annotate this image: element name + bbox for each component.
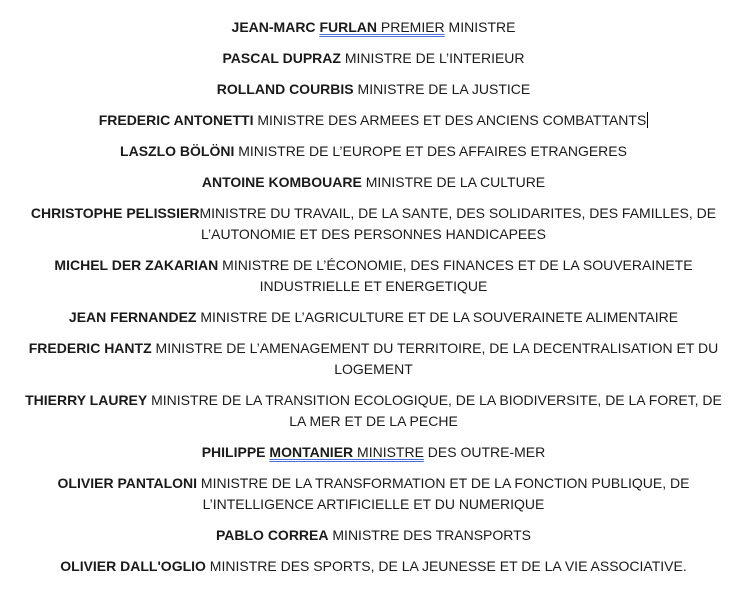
minister-name: ANTOINE KOMBOUARE xyxy=(201,174,362,190)
minister-name: PHILIPPE MONTANIER xyxy=(201,444,358,460)
minister-name: JEAN-MARC FURLAN xyxy=(231,19,381,35)
minister-role: DES OUTRE-MER xyxy=(423,444,546,460)
minister-name: THIERRY LAUREY xyxy=(25,392,148,408)
minister-role: MINISTRE DE LA TRANSFORMATION ET DE LA FONCTION PUBLIQUE, DE L’INTELLIGENCE ARTIFICIELLE ET DU NUMERIQUE xyxy=(197,475,690,512)
minister-entry[interactable] xyxy=(18,172,729,193)
minister-name: LASZLO BÖLÖNI xyxy=(120,143,235,159)
minister-role: MINISTRE DU TRAVAIL, DE LA SANTE, DES SOLIDARITES, DES FAMILLES, DE L’AUTONOMIE ET DES PERSONNES HANDICAPEES xyxy=(199,205,717,242)
minister-role: MINISTRE DE LA TRANSITION ECOLOGIQUE, DE LA BIODIVERSITE, DE LA FORET, DE LA MER ET DE LA PECHE xyxy=(147,392,722,429)
document-page[interactable] xyxy=(18,17,729,587)
minister-role: MINISTRE DE L’INTERIEUR xyxy=(340,50,525,66)
spellcheck-flag[interactable]: MONTANIER xyxy=(269,444,358,460)
minister-name: JEAN FERNANDEZ xyxy=(68,309,197,325)
minister-role: MINISTRE DE L’ÉCONOMIE, DES FINANCES ET DE LA SOUVERAINETE INDUSTRIELLE ET ENERGETIQUE xyxy=(218,257,693,294)
minister-entry[interactable] xyxy=(18,390,729,432)
minister-name: PASCAL DUPRAZ xyxy=(222,50,341,66)
spellcheck-flag[interactable]: FURLAN xyxy=(319,19,381,35)
minister-name: PABLO CORREA xyxy=(215,527,329,543)
spellcheck-flag[interactable]: MINISTRE xyxy=(357,444,424,460)
minister-role: MINISTRE DES TRANSPORTS xyxy=(328,527,532,543)
minister-name: OLIVIER PANTALONI xyxy=(57,475,198,491)
minister-role: MINISTRE DE LA CULTURE xyxy=(361,174,546,190)
spellcheck-flag[interactable]: PREMIER xyxy=(380,19,445,35)
minister-name: ROLLAND COURBIS xyxy=(216,81,354,97)
minister-name: CHRISTOPHE PELISSIER xyxy=(30,205,200,221)
minister-role: MINISTRE xyxy=(444,19,516,35)
minister-entry[interactable] xyxy=(18,525,729,546)
minister-entry[interactable] xyxy=(18,141,729,162)
minister-entry[interactable] xyxy=(18,48,729,69)
minister-name: FREDERIC ANTONETTI xyxy=(98,112,254,128)
text-cursor xyxy=(647,112,648,128)
minister-entry[interactable] xyxy=(18,17,729,38)
minister-name: MICHEL DER ZAKARIAN xyxy=(54,257,219,273)
minister-role: MINISTRE DE L’EUROPE ET DES AFFAIRES ETRANGERES xyxy=(234,143,627,159)
minister-entry[interactable] xyxy=(18,473,729,515)
minister-entry[interactable] xyxy=(18,556,729,577)
minister-role: MINISTRE DES ARMEES ET DES ANCIENS COMBATTANTS xyxy=(253,112,647,128)
minister-role: MINISTRE DES SPORTS, DE LA JEUNESSE ET DE LA VIE ASSOCIATIVE. xyxy=(205,558,687,574)
minister-entry[interactable] xyxy=(18,338,729,380)
minister-entry[interactable] xyxy=(18,203,729,245)
minister-entry[interactable] xyxy=(18,307,729,328)
minister-entry[interactable] xyxy=(18,255,729,297)
minister-role: MINISTRE DE LA JUSTICE xyxy=(353,81,531,97)
minister-entry[interactable] xyxy=(18,442,729,463)
minister-role: MINISTRE DE L’AGRICULTURE ET DE LA SOUVERAINETE ALIMENTAIRE xyxy=(196,309,679,325)
minister-name: FREDERIC HANTZ xyxy=(28,340,152,356)
minister-role: MINISTRE DE L’AMENAGEMENT DU TERRITOIRE, DE LA DECENTRALISATION ET DU LOGEMENT xyxy=(151,340,719,377)
minister-entry[interactable] xyxy=(18,110,729,131)
minister-entry[interactable] xyxy=(18,79,729,100)
minister-name: OLIVIER DALL'OGLIO xyxy=(60,558,206,574)
